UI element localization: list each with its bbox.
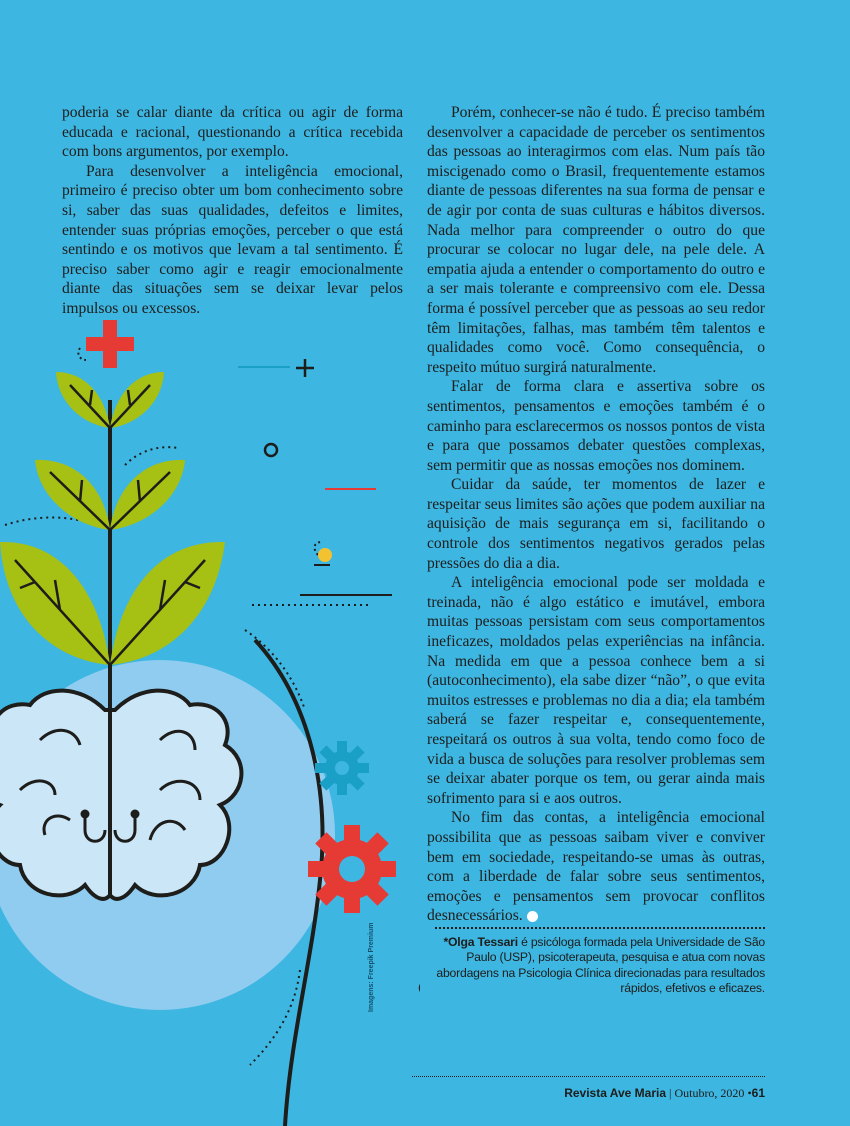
paragraph-text: No fim das contas, a inteligência emocional possibilita que as pessoas saibam viver e conviver bem em sociedade, respeitando-se umas às outras, com a liberdade de falar sobre seus sentimentos, emoções e pensamentos sem provocar conflitos desnecessários. xyxy=(427,809,765,925)
image-credit: Imagens: Freepik Premium xyxy=(368,922,375,1012)
red-cross-icon xyxy=(86,320,134,368)
blue-gear-icon xyxy=(315,741,369,795)
paragraph: Para desenvolver a inteligência emocional, primeiro é preciso obter um bom conhecimento sobre si, saber das suas qualidades, defeitos e limites, entender suas próprias emoções, perceber o que está sentindo e os motivos que levam a tal sentimento. É preciso saber como agir e reagir emocionalmente diante das situações sem se deixar levar pelos impulsos ou excessos. xyxy=(62,162,403,317)
paragraph: A inteligência emocional pode ser moldada e treinada, não é algo estático e imutável, embora muitas pessoas persistam com seus comportamentos ineficazes, moldados pelas experiências na infância. Na medida em que a pessoa conhece bem a si (autoconhecimento), ela sabe dizer “não”, o que evita muitos estresses e problemas no dia a dia; ela também saberá se fazer respeitar e, consequentemente, respeitará os outros à sua volta, tendo como foco de vida a busca de soluções para resolver problemas sem se deixar abater porque os tem, ou gerar ainda mais sofrimento para si e aos outros. xyxy=(427,574,765,807)
dotted-arc xyxy=(78,348,86,360)
red-gear-icon xyxy=(308,825,396,913)
magazine-name: Revista Ave Maria xyxy=(564,1086,667,1100)
author-name: *Olga Tessari xyxy=(443,935,518,949)
author-note xyxy=(435,927,765,997)
brain-plant-illustration xyxy=(0,320,420,1126)
plus-icon xyxy=(296,359,314,377)
issue-date: Outubro, 2020 xyxy=(674,1086,745,1100)
paragraph: Cuidar da saúde, ter momentos de lazer e respeitar seus limites são ações que podem auxiliar na aquisição de mais segurança em si, facilitando o controle dos sentimentos negativos gerados pelas pressões do dia a dia. xyxy=(427,476,765,572)
paragraph: Falar de forma clara e assertiva sobre os sentimentos, pensamentos e emoções também é o caminho para esclarecermos os nossos pontos de vista e para que possamos debater questões complexas, sem permitir que as nossas emoções nos dominem. xyxy=(427,378,765,474)
ring-icon xyxy=(265,444,277,456)
leaf-icon xyxy=(0,542,225,665)
paragraph: poderia se calar diante da crítica ou agir de forma educada e racional, questionando a crítica recebida com bons argumentos, por exemplo. xyxy=(62,104,403,161)
end-mark-icon xyxy=(527,911,538,922)
page-footer xyxy=(412,1076,765,1101)
footer-bullet: • xyxy=(747,1086,752,1100)
author-bio: é psicóloga formada pela Universidade de São Paulo (USP), psicoterapeuta, pesquisa e atua com novas abordagens na Psicologia Clínica direcionadas para resultados rápidos, efetivos e eficazes. xyxy=(436,935,765,996)
page-number: 61 xyxy=(751,1086,765,1100)
article-column-right xyxy=(427,103,765,926)
yellow-dot-icon xyxy=(318,548,332,562)
paragraph: Porém, conhecer-se não é tudo. É preciso também desenvolver a capacidade de perceber os sentimentos das pessoas ao interagirmos com elas. Num país tão miscigenado como o Brasil, frequentemente estamos diante de pessoas diferentes na sua forma de pensar e de agir por conta de suas culturas e hábitos diversos. Nada melhor para compreender o outro do que procurar se colocar no lugar dele, na pele dele. A empatia ajuda a entender o comportamento do outro e a ser mais tolerante e compreensivo com ele. Dessa forma é possível perceber que as pessoas ao seu redor têm limitações, falhas, mas também têm talentos e qualidades como você. Como consequência, o respeito mútuo surgirá naturalmente. xyxy=(427,104,765,376)
footer-separator: | xyxy=(669,1086,672,1100)
article-column-left xyxy=(62,103,403,319)
paragraph-last xyxy=(427,808,765,926)
